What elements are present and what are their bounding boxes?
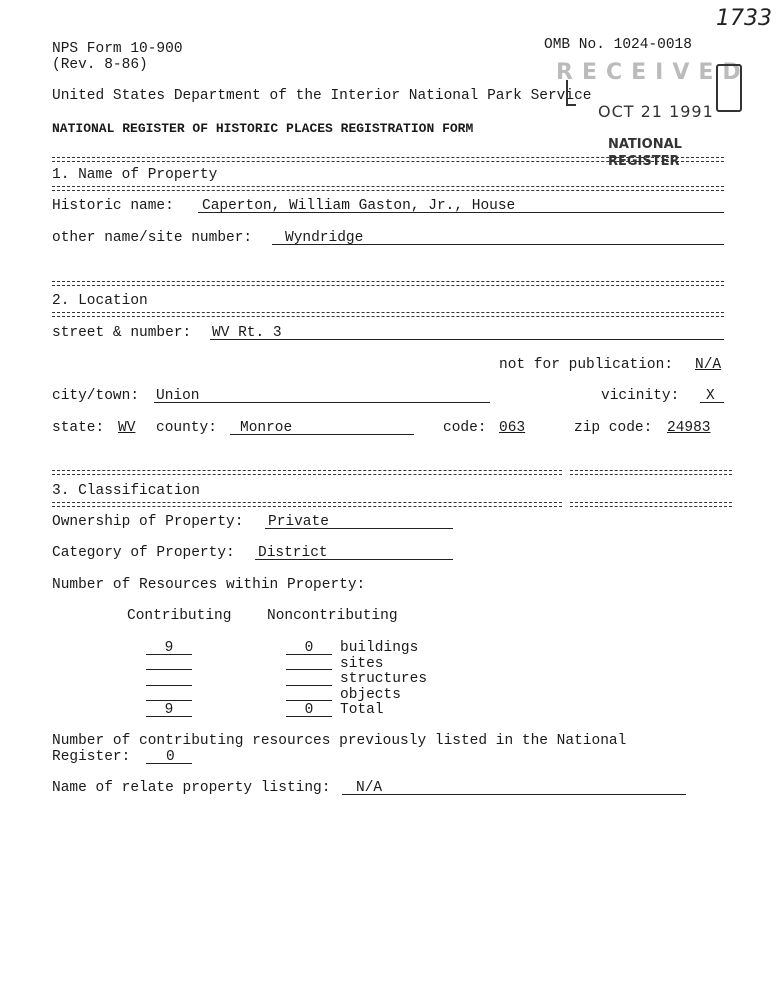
contributing-underline bbox=[146, 685, 192, 686]
section-divider bbox=[52, 470, 562, 475]
section2-heading: 2. Location bbox=[52, 293, 148, 309]
code-label: code: bbox=[443, 420, 487, 436]
section-divider bbox=[570, 470, 732, 475]
vicinity-underline bbox=[700, 402, 724, 403]
handwritten-number: 1733 bbox=[716, 6, 772, 31]
other-name-underline bbox=[272, 244, 724, 245]
stamp-date: OCT 21 1991 bbox=[598, 102, 714, 121]
resource-type-label: sites bbox=[340, 656, 384, 672]
stamp-bracket-icon bbox=[566, 80, 576, 106]
section-divider bbox=[52, 502, 562, 507]
received-stamp-text: RECEIVED bbox=[556, 60, 750, 85]
form-title: NATIONAL REGISTER OF HISTORIC PLACES REGISTRATION FORM bbox=[52, 121, 474, 136]
contributing-underline bbox=[146, 669, 192, 670]
city-value: Union bbox=[156, 388, 200, 404]
county-underline bbox=[230, 434, 414, 435]
related-listing-value: N/A bbox=[356, 780, 383, 796]
resources-label: Number of Resources within Property: bbox=[52, 577, 366, 593]
category-underline bbox=[255, 559, 453, 560]
county-label: county: bbox=[156, 420, 217, 436]
contributing-count: 9 bbox=[164, 702, 174, 718]
historic-name-label: Historic name: bbox=[52, 198, 174, 214]
street-underline bbox=[210, 339, 724, 340]
previously-listed-label: Register: bbox=[52, 749, 131, 765]
noncontributing-underline bbox=[286, 700, 332, 701]
contributing-count: 9 bbox=[164, 640, 174, 656]
stamp-office-line2: REGISTER bbox=[608, 154, 680, 169]
noncontributing-count: 0 bbox=[304, 702, 314, 718]
noncontributing-underline bbox=[286, 716, 332, 717]
contributing-underline bbox=[146, 716, 192, 717]
form-number: NPS Form 10-900 bbox=[52, 41, 183, 57]
category-label: Category of Property: bbox=[52, 545, 235, 561]
noncontributing-underline bbox=[286, 654, 332, 655]
street-label: street & number: bbox=[52, 325, 192, 341]
previously-listed-text: Number of contributing resources previously listed in the National bbox=[52, 733, 627, 749]
ownership-label: Ownership of Property: bbox=[52, 514, 244, 530]
not-for-publication-label: not for publication: bbox=[499, 357, 674, 373]
zip-label: zip code: bbox=[574, 420, 653, 436]
contributing-underline bbox=[146, 700, 192, 701]
ownership-underline bbox=[265, 528, 453, 529]
state-value: WV bbox=[118, 420, 136, 436]
state-label: state: bbox=[52, 420, 105, 436]
historic-name-value: Caperton, William Gaston, Jr., House bbox=[202, 198, 516, 214]
section3-heading: 3. Classification bbox=[52, 483, 200, 499]
section-divider bbox=[570, 502, 732, 507]
noncontributing-header: Noncontributing bbox=[267, 608, 398, 624]
noncontributing-count: 0 bbox=[304, 640, 314, 656]
county-value: Monroe bbox=[240, 420, 293, 436]
related-listing-label: Name of relate property listing: bbox=[52, 780, 331, 796]
contributing-underline bbox=[146, 654, 192, 655]
noncontributing-underline bbox=[286, 685, 332, 686]
stamp-office-line1: NATIONAL bbox=[608, 137, 682, 152]
previously-listed-value: 0 bbox=[166, 749, 175, 765]
historic-name-underline bbox=[198, 212, 724, 213]
section-divider bbox=[52, 157, 724, 162]
resource-type-label: Total bbox=[340, 702, 384, 718]
form-revision: (Rev. 8-86) bbox=[52, 57, 148, 73]
other-name-label: other name/site number: bbox=[52, 230, 253, 246]
related-listing-underline bbox=[342, 794, 686, 795]
contributing-header: Contributing bbox=[127, 608, 232, 624]
omb-number: OMB No. 1024-0018 bbox=[544, 37, 692, 53]
city-underline bbox=[154, 402, 490, 403]
street-value: WV Rt. 3 bbox=[212, 325, 282, 341]
other-name-value: Wyndridge bbox=[285, 230, 364, 246]
zip-value: 24983 bbox=[667, 420, 711, 436]
category-value: District bbox=[258, 545, 328, 561]
previously-listed-underline bbox=[146, 763, 192, 764]
vicinity-value: X bbox=[706, 388, 715, 404]
section-divider bbox=[52, 186, 724, 191]
ownership-value: Private bbox=[268, 514, 329, 530]
resource-type-label: structures bbox=[340, 671, 428, 687]
vicinity-label: vicinity: bbox=[601, 388, 680, 404]
resource-type-label: objects bbox=[340, 687, 401, 703]
section-divider bbox=[52, 312, 724, 317]
noncontributing-underline bbox=[286, 669, 332, 670]
not-for-publication-value: N/A bbox=[695, 357, 722, 373]
city-label: city/town: bbox=[52, 388, 140, 404]
section1-heading: 1. Name of Property bbox=[52, 167, 218, 183]
department-line: United States Department of the Interior National Park Service bbox=[52, 88, 592, 104]
code-value: 063 bbox=[499, 420, 526, 436]
resource-type-label: buildings bbox=[340, 640, 419, 656]
stamp-frame-icon bbox=[716, 64, 742, 112]
section-divider bbox=[52, 281, 724, 286]
